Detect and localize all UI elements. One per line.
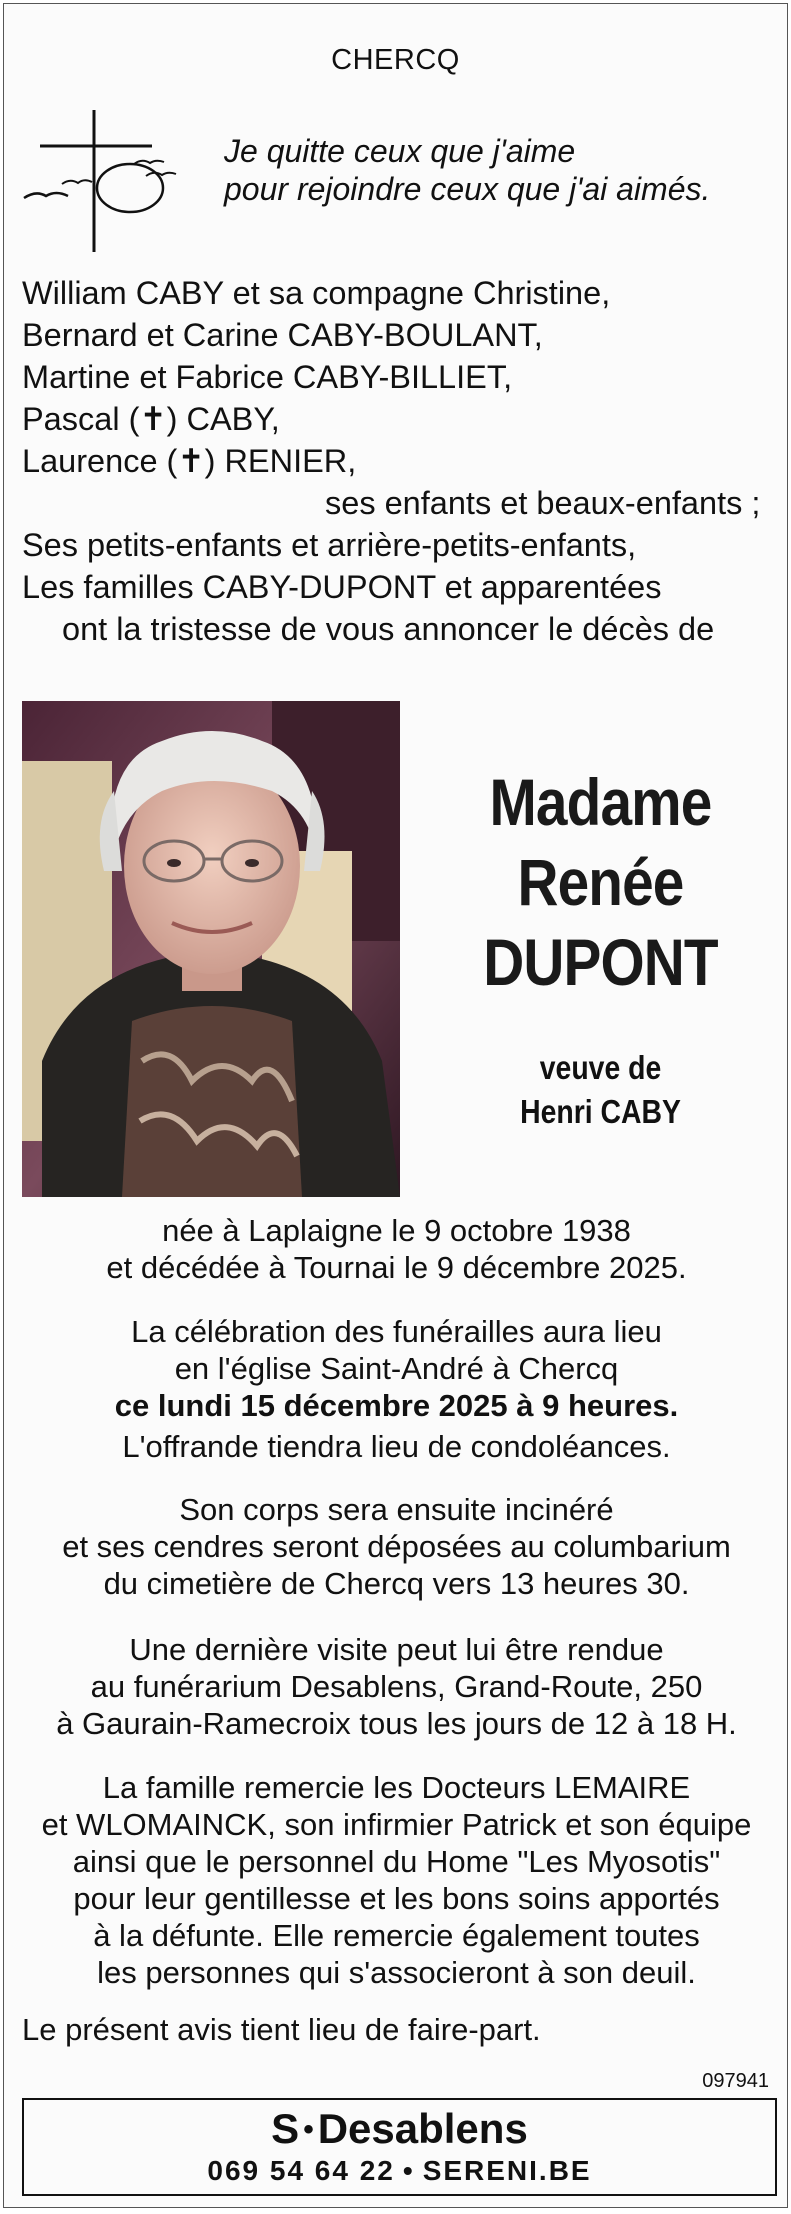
thanks-line-5: à la défunte. Elle remercie également toutes: [93, 1918, 700, 1953]
location-heading: CHERCQ: [331, 44, 460, 76]
quote: [224, 132, 710, 208]
cremation-line-3: du cimetière de Chercq vers 13 heures 30.: [103, 1566, 690, 1601]
funeral-line-1: La célébration des funérailles aura lieu: [131, 1314, 662, 1349]
brand-dot: •: [303, 2113, 314, 2146]
family-line-3: Martine et Fabrice CABY-BILLIET,: [22, 359, 513, 395]
reference-number: 097941: [702, 2070, 769, 2092]
visit-section: [4, 1631, 789, 1742]
family-line-2: Bernard et Carine CABY-BOULANT,: [22, 317, 543, 353]
cross-icon: ✝: [139, 401, 167, 437]
family-list: [22, 272, 782, 650]
thanks-line-3: ainsi que le personnel du Home "Les Myosotis": [72, 1844, 721, 1879]
widow-of-label: veuve de: [539, 1049, 662, 1086]
notice-line: Le présent avis tient lieu de faire-part.: [22, 2012, 541, 2047]
quote-line-2: pour rejoindre ceux que j'ai aimés.: [224, 171, 711, 207]
visit-line-1: Une dernière visite peut lui être rendue: [129, 1632, 664, 1667]
brand-initial: S: [271, 2105, 300, 2152]
cremation-line-1: Son corps sera ensuite incinéré: [179, 1492, 614, 1527]
funeral-home-box: [22, 2098, 777, 2196]
family-line-pascal: Pascal (✝) CABY,: [22, 401, 280, 437]
thanks-line-1: La famille remercie les Docteurs LEMAIRE: [102, 1770, 691, 1805]
contact-separator: •: [402, 2155, 415, 2186]
deceased-name: [404, 762, 791, 1002]
website-link[interactable]: SERENI.BE: [422, 2155, 592, 2186]
thanks-line-4: pour leur gentillesse et les bons soins apportés: [73, 1881, 720, 1916]
deceased-title: Madame: [489, 765, 712, 839]
cross-birds-icon: [22, 106, 182, 256]
portrait-photo: [22, 701, 400, 1197]
family-families: Les familles CABY-DUPONT et apparentées: [22, 569, 662, 605]
birth-death-section: [4, 1212, 789, 1286]
brand-name: Desablens: [317, 2105, 528, 2152]
deceased-last-name: DUPONT: [483, 925, 718, 999]
deceased-first-name: Renée: [517, 845, 684, 919]
cremation-line-2: et ses cendres seront déposées au columbarium: [62, 1529, 731, 1564]
thanks-section: [4, 1769, 789, 1991]
obituary-notice: [3, 3, 788, 2208]
family-line-laurence: Laurence (✝) RENIER,: [22, 443, 357, 479]
funeral-home-brand: [24, 2106, 775, 2153]
cremation-section: [4, 1491, 789, 1602]
thanks-line-2: et WLOMAINCK, son infirmier Patrick et son équipe: [41, 1807, 752, 1842]
visit-line-2: au funérarium Desablens, Grand-Route, 250: [90, 1669, 703, 1704]
funeral-home-contact: [24, 2153, 775, 2189]
family-announcement: ont la tristesse de vous annoncer le décès de: [62, 611, 715, 647]
funeral-date: ce lundi 15 décembre 2025 à 9 heures.: [114, 1388, 679, 1423]
family-role: ses enfants et beaux-enfants ;: [325, 485, 761, 521]
phone-number: 069 54 64 22: [207, 2155, 395, 2186]
cross-icon: ✝: [177, 443, 205, 479]
funeral-section: [4, 1313, 789, 1465]
widow-of: [432, 1046, 770, 1134]
family-grandchildren: Ses petits-enfants et arrière-petits-enfants,: [22, 527, 637, 563]
thanks-line-6: les personnes qui s'associeront à son deuil.: [97, 1955, 696, 1990]
offering-line: L'offrande tiendra lieu de condoléances.: [122, 1429, 671, 1464]
family-line-1: William CABY et sa compagne Christine,: [22, 275, 611, 311]
funeral-line-2: en l'église Saint-André à Chercq: [174, 1351, 619, 1386]
visit-line-3: à Gaurain-Ramecroix tous les jours de 12 à 18 H.: [56, 1706, 737, 1741]
death-line: et décédée à Tournai le 9 décembre 2025.: [106, 1250, 687, 1285]
widow-of-name: Henri CABY: [520, 1093, 681, 1130]
birth-line: née à Laplaigne le 9 octobre 1938: [162, 1213, 631, 1248]
quote-line-1: Je quitte ceux que j'aime: [224, 133, 576, 169]
